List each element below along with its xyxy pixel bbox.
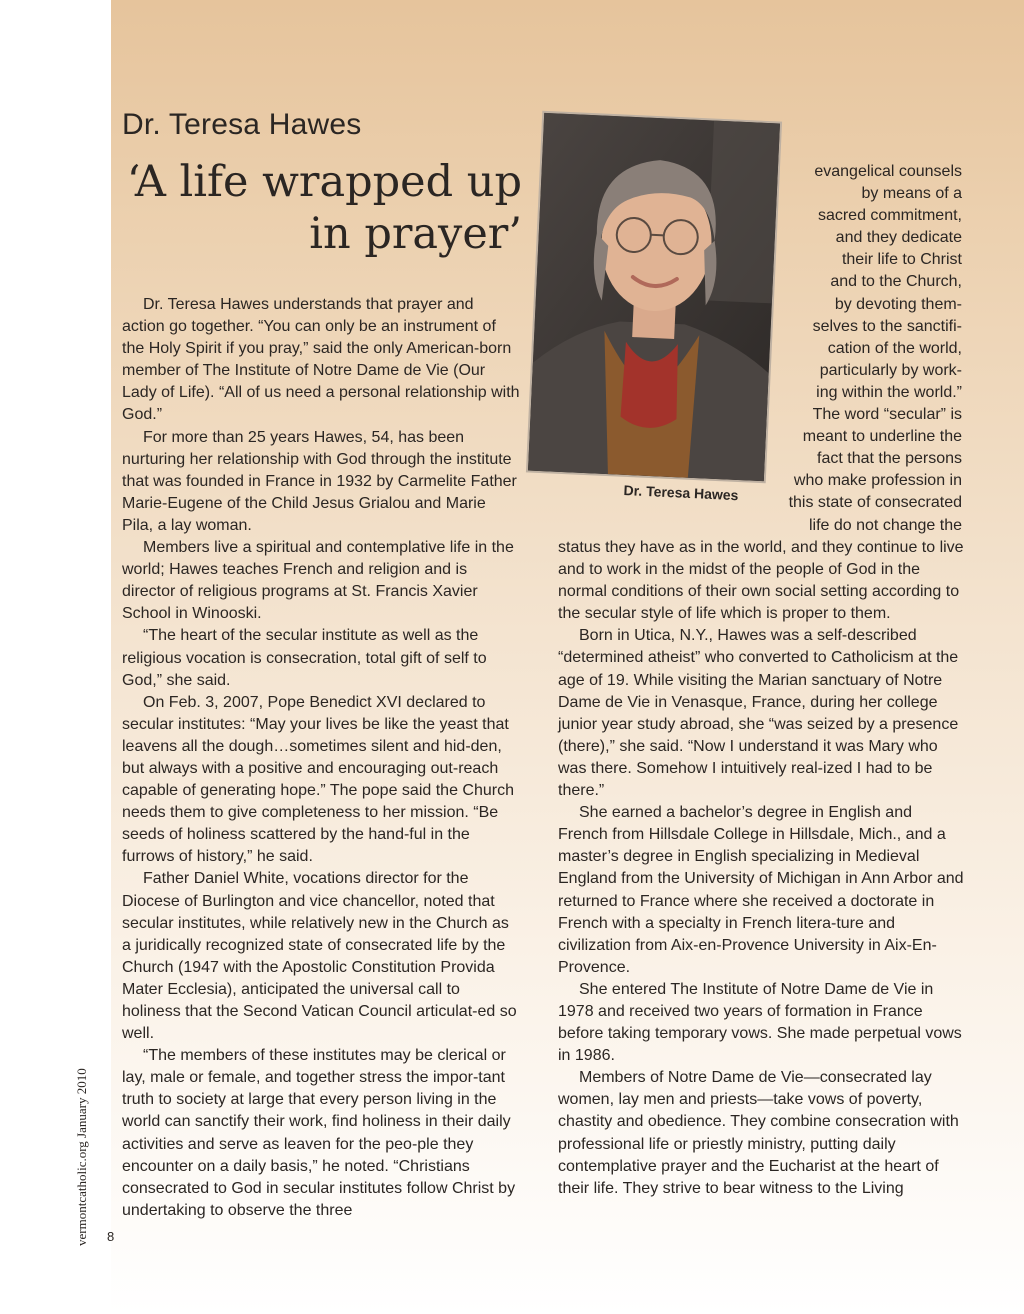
wrap-line: and to the Church, <box>830 273 962 291</box>
paragraph: For more than 25 years Hawes, 54, has been nurturing her relationship with God through the institute that was founded in France in 1932 by Carmelite Father Marie-Eugene of the Child Jesus Grialou and Marie Pila, a lay woman. <box>122 428 517 534</box>
wrap-line: evangelical counsels <box>814 163 962 180</box>
left-column <box>122 294 520 1222</box>
paragraph: On Feb. 3, 2007, Pope Benedict XVI declared to secular institutes: “May your lives be like the yeast that leavens all the dough…sometimes silent and hid-den, but always with a positive and encouraging out-reach capable of generating hope.” The pope said the Church needs them to give completeness to her mission. “Be seeds of holiness scattered by the hand-ful in the furrows of history,” he said. <box>122 693 514 866</box>
paragraph: Dr. Teresa Hawes understands that prayer and action go together. “You can only be an instrument of the Holy Spirit if you pray,” said the only American-born member of The Institute of Notre Dame de Vie (Our Lady of Life). “All of us need a personal relationship with God.” <box>122 296 520 424</box>
article-kicker: Dr. Teresa Hawes <box>122 108 362 141</box>
paragraph: She entered The Institute of Notre Dame de Vie in 1978 and received two years of formation in France before taking temporary vows. She made perpetual vows in 1986. <box>558 980 962 1065</box>
headline-line-2: in prayer’ <box>309 209 522 259</box>
paragraph: Born in Utica, N.Y., Hawes was a self-described “determined atheist” who converted to Catholicism at the age of 19. While visiting the Marian sanctuary of Notre Dame de Vie in Venasque, France, during her college junior year study abroad, she “was seized by a presence (there),” she said. “Now I understand it was Mary who was there. Somehow I intuitively real-ized I had to be there.” <box>558 627 959 800</box>
paragraph: Members of Notre Dame de Vie—consecrated lay women, lay men and priests—take vows of poverty, chastity and obedience. They combine consecration with professional life or priestly ministry, putting daily contemplative prayer and the Eucharist at the heart of their life. They strive to bear witness to the Living <box>558 1069 959 1197</box>
wrap-line: meant to underline the <box>802 428 962 446</box>
wrap-line: fact that the persons <box>817 450 962 468</box>
wrap-line: ing within the world.” <box>816 383 962 401</box>
wrap-line: life do not change the <box>808 516 962 534</box>
wrap-line: sacred commitment, <box>817 207 962 225</box>
wrap-line: cation of the world, <box>827 339 962 357</box>
wrap-line: who make profession in <box>793 472 962 490</box>
paragraph: Father Daniel White, vocations director for the Diocese of Burlington and vice chancellor, noted that secular institutes, while relatively new in the Church as a juridically recognized state of consecrated life by the Church (1947 with the Apostolic Constitution Provida Mater Ecclesia), anticipated the universal call to holiness that the Second Vatican Council articulat-ed so well. <box>122 870 517 1043</box>
right-column <box>558 537 966 1200</box>
vertical-credit: vermontcatholic.org January 2010 <box>74 1068 89 1246</box>
paragraph: status they have as in the world, and they continue to live and to work in the midst of the people of God in the normal conditions of their own social setting according to the secular style of life which is proper to them. <box>558 539 964 623</box>
photo-caption: Dr. Teresa Hawes <box>623 482 739 504</box>
wrap-line: their life to Christ <box>841 251 962 269</box>
wrap-line: selves to the sanctifi- <box>812 317 962 335</box>
wrap-line: by means of a <box>861 185 962 203</box>
paragraph: Members live a spiritual and contemplative life in the world; Hawes teaches French and religion and is director of religious programs at St. Francis Xavier School in Winooski. <box>122 539 514 623</box>
page-number: 8 <box>107 1229 115 1244</box>
paragraph: “The heart of the secular institute as well as the religious vocation is consecration, total gift of self to God,” she said. <box>122 627 487 689</box>
paragraph: She earned a bachelor’s degree in English and French from Hillsdale College in Hillsdale, Mich., and a master’s degree in English specializing in Medieval England from the University of Michigan in Ann Arbor and returned to France where she received a doctorate in French with a specialty in French litera-ture and civilization from Aix-en-Provence University in Aix-En-Provence. <box>558 804 964 976</box>
wrap-line: and they dedicate <box>835 229 962 247</box>
photo-wrap-text <box>560 161 962 537</box>
wrap-line: particularly by work- <box>819 361 962 379</box>
headline-line-1: ‘A life wrapped up <box>126 157 522 207</box>
wrap-line: this state of consecrated <box>788 494 962 512</box>
wrap-line: by devoting them- <box>834 295 962 313</box>
article-headline <box>120 156 522 260</box>
paragraph: “The members of these institutes may be clerical or lay, male or female, and together stress the impor-tant truth to society at large that every person living in the world can sanctify their work, find holiness in their daily activities and serve as leaven for the peo-ple they encounter on a daily basis,” he noted. “Christians consecrated to God in secular institutes follow Christ by undertaking to observe the three <box>122 1047 516 1219</box>
wrap-line: The word “secular” is <box>812 406 962 424</box>
